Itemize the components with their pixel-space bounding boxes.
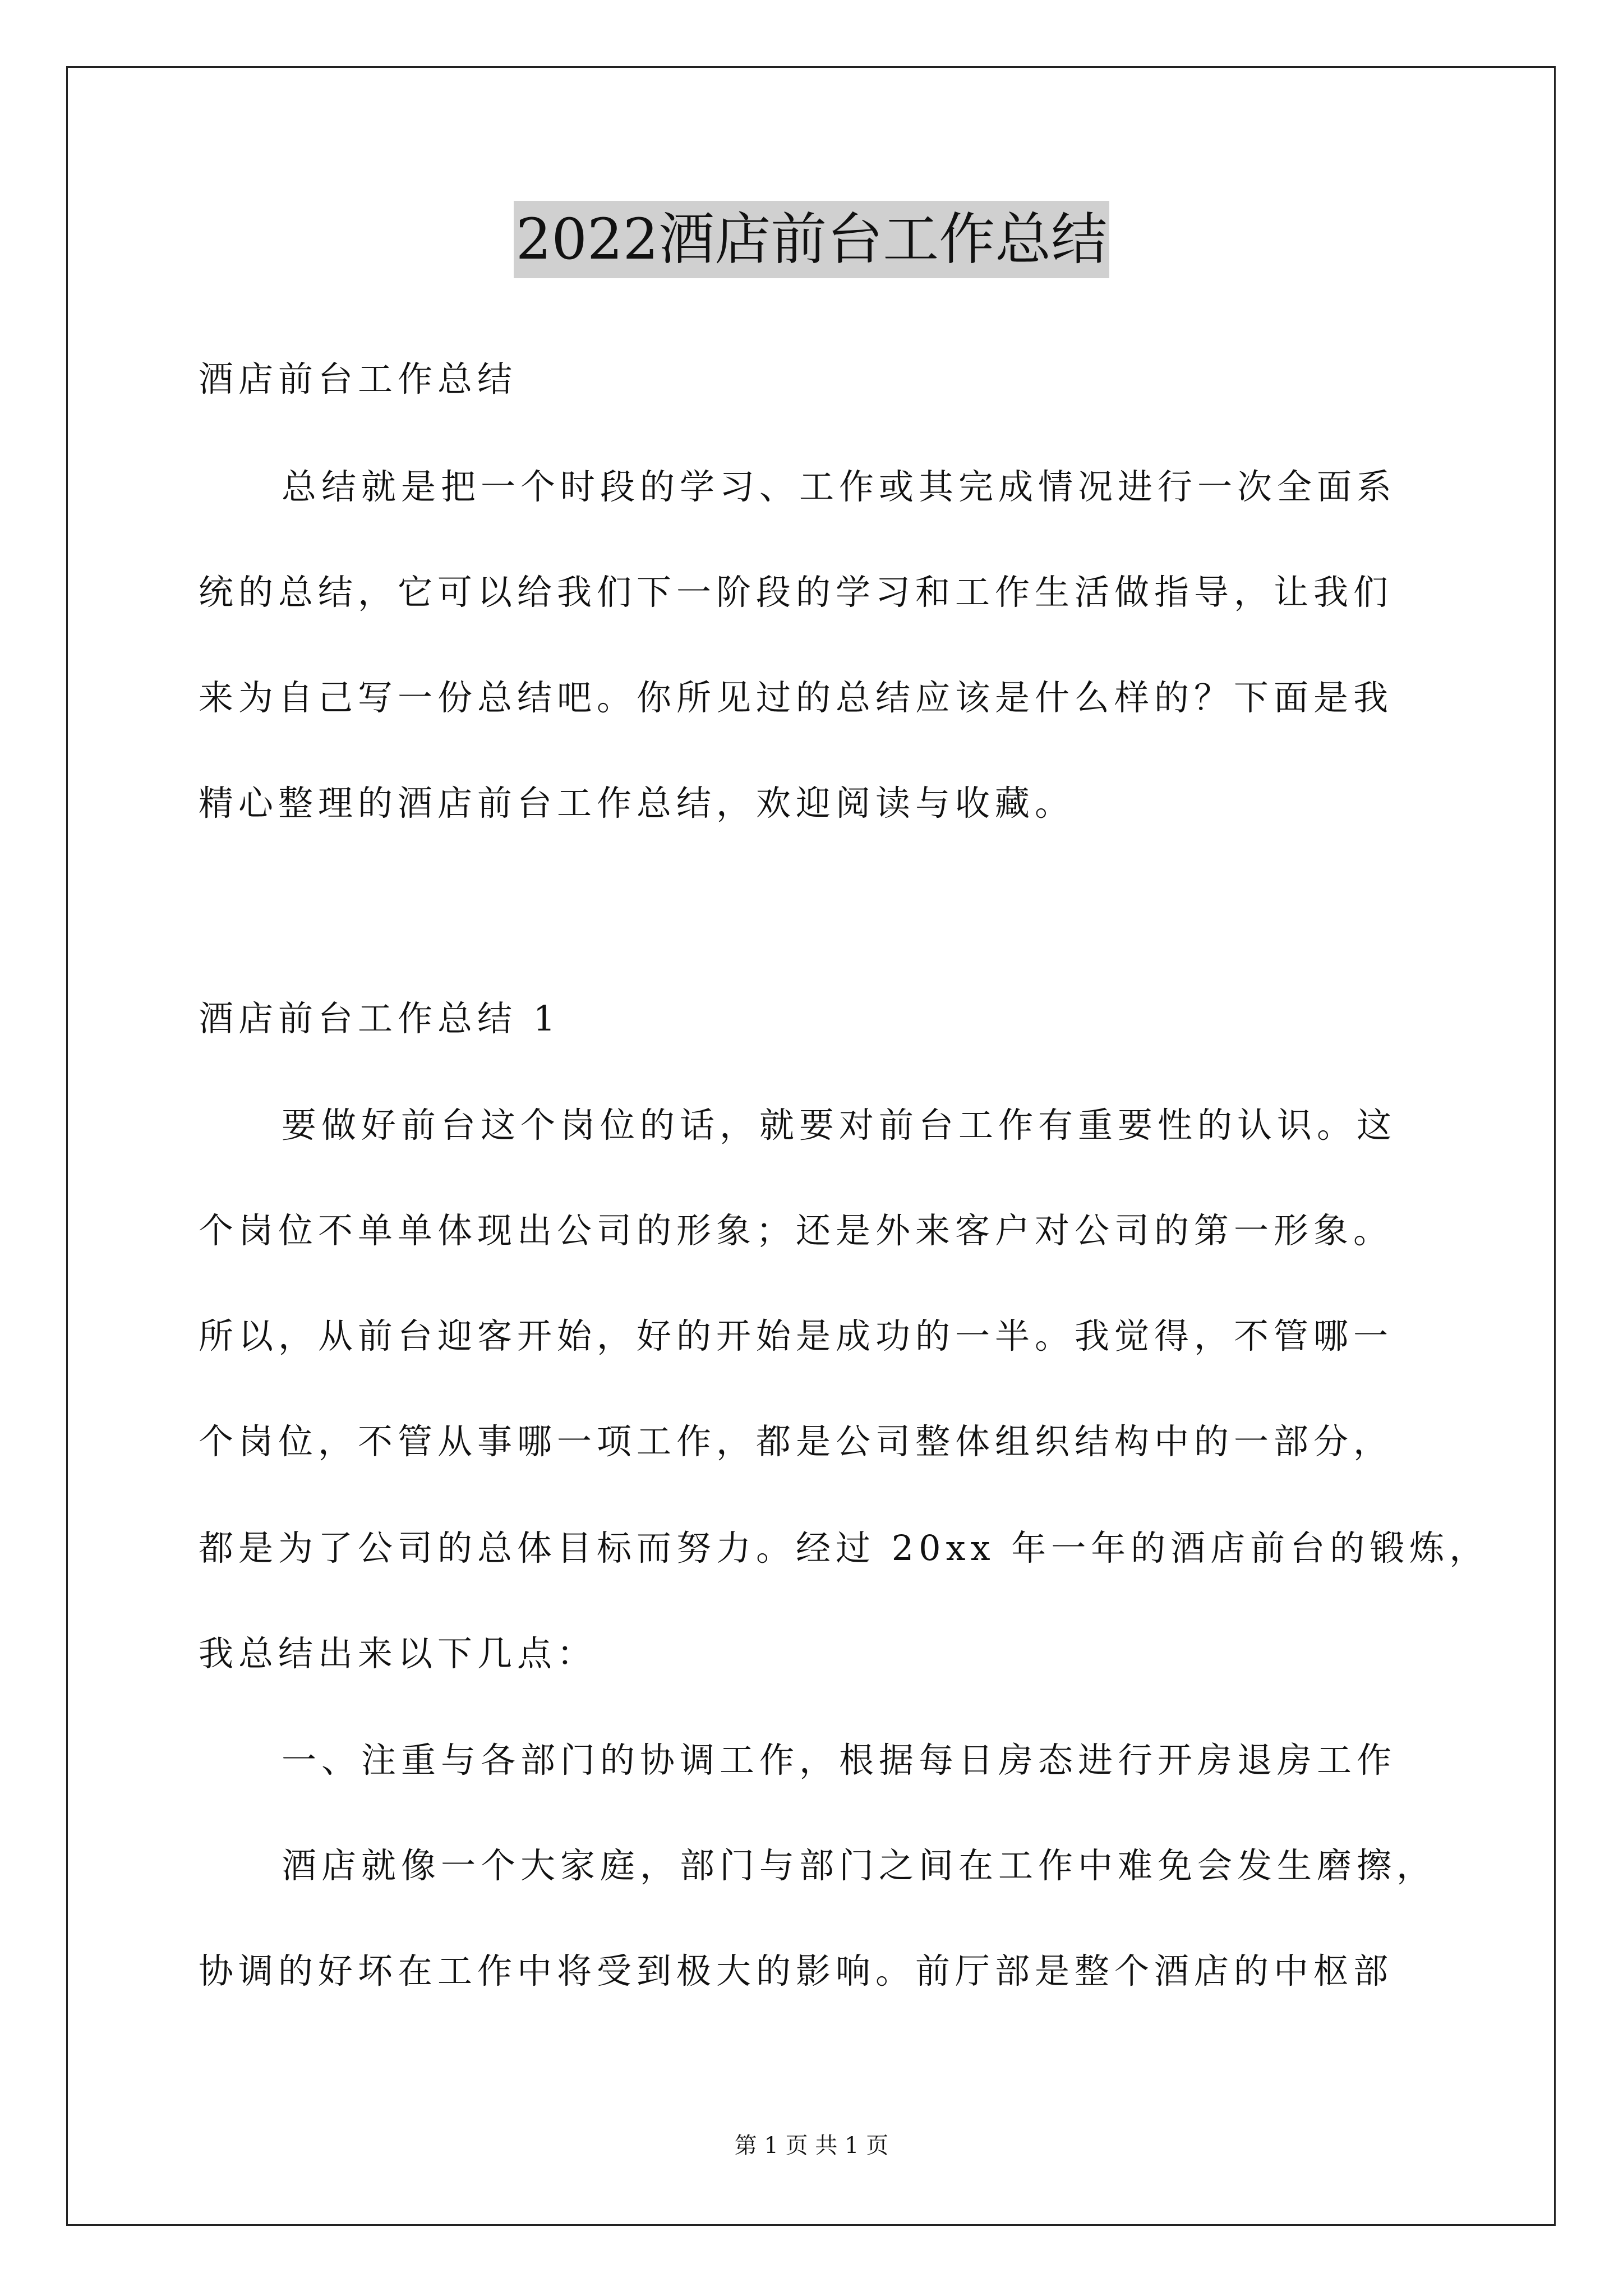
paragraph-line: 所以，从前台迎客开始，好的开始是成功的一半。我觉得，不管哪一: [199, 1315, 1394, 1356]
paragraph-line: 精心整理的酒店前台工作总结，欢迎阅读与收藏。: [199, 783, 1075, 823]
paragraph-line: 协调的好坏在工作中将受到极大的影响。前厅部是整个酒店的中枢部: [199, 1950, 1394, 1991]
section-heading-1: 酒店前台工作总结 1: [199, 998, 561, 1039]
paragraph-line: 都是为了公司的总体目标而努力。经过 20xx 年一年的酒店前台的锻炼，: [199, 1527, 1490, 1568]
paragraph-line: 酒店就像一个大家庭，部门与部门之间在工作中难免会发生磨擦，: [282, 1845, 1437, 1886]
paragraph-line: 来为自己写一份总结吧。你所见过的总结应该是什么样的？下面是我: [199, 677, 1394, 718]
paragraph-line: 要做好前台这个岗位的话，就要对前台工作有重要性的认识。这: [282, 1105, 1397, 1145]
paragraph-line: 个岗位不单单体现出公司的形象；还是外来客户对公司的第一形象。: [199, 1210, 1394, 1251]
paragraph-line: 统的总结，它可以给我们下一阶段的学习和工作生活做指导，让我们: [199, 572, 1394, 613]
section-heading-intro: 酒店前台工作总结: [199, 358, 518, 399]
document-title: 2022酒店前台工作总结: [514, 201, 1110, 278]
title-container: [0, 201, 1623, 278]
paragraph-line: 总结就是把一个时段的学习、工作或其完成情况进行一次全面系: [282, 466, 1397, 507]
subheading-line: 一、注重与各部门的协调工作，根据每日房态进行开房退房工作: [282, 1740, 1397, 1780]
paragraph-line: 个岗位，不管从事哪一项工作，都是公司整体组织结构中的一部分，: [199, 1421, 1394, 1462]
paragraph-line: 我总结出来以下几点：: [199, 1633, 597, 1674]
page-footer: 第 1 页 共 1 页: [734, 2133, 889, 2159]
